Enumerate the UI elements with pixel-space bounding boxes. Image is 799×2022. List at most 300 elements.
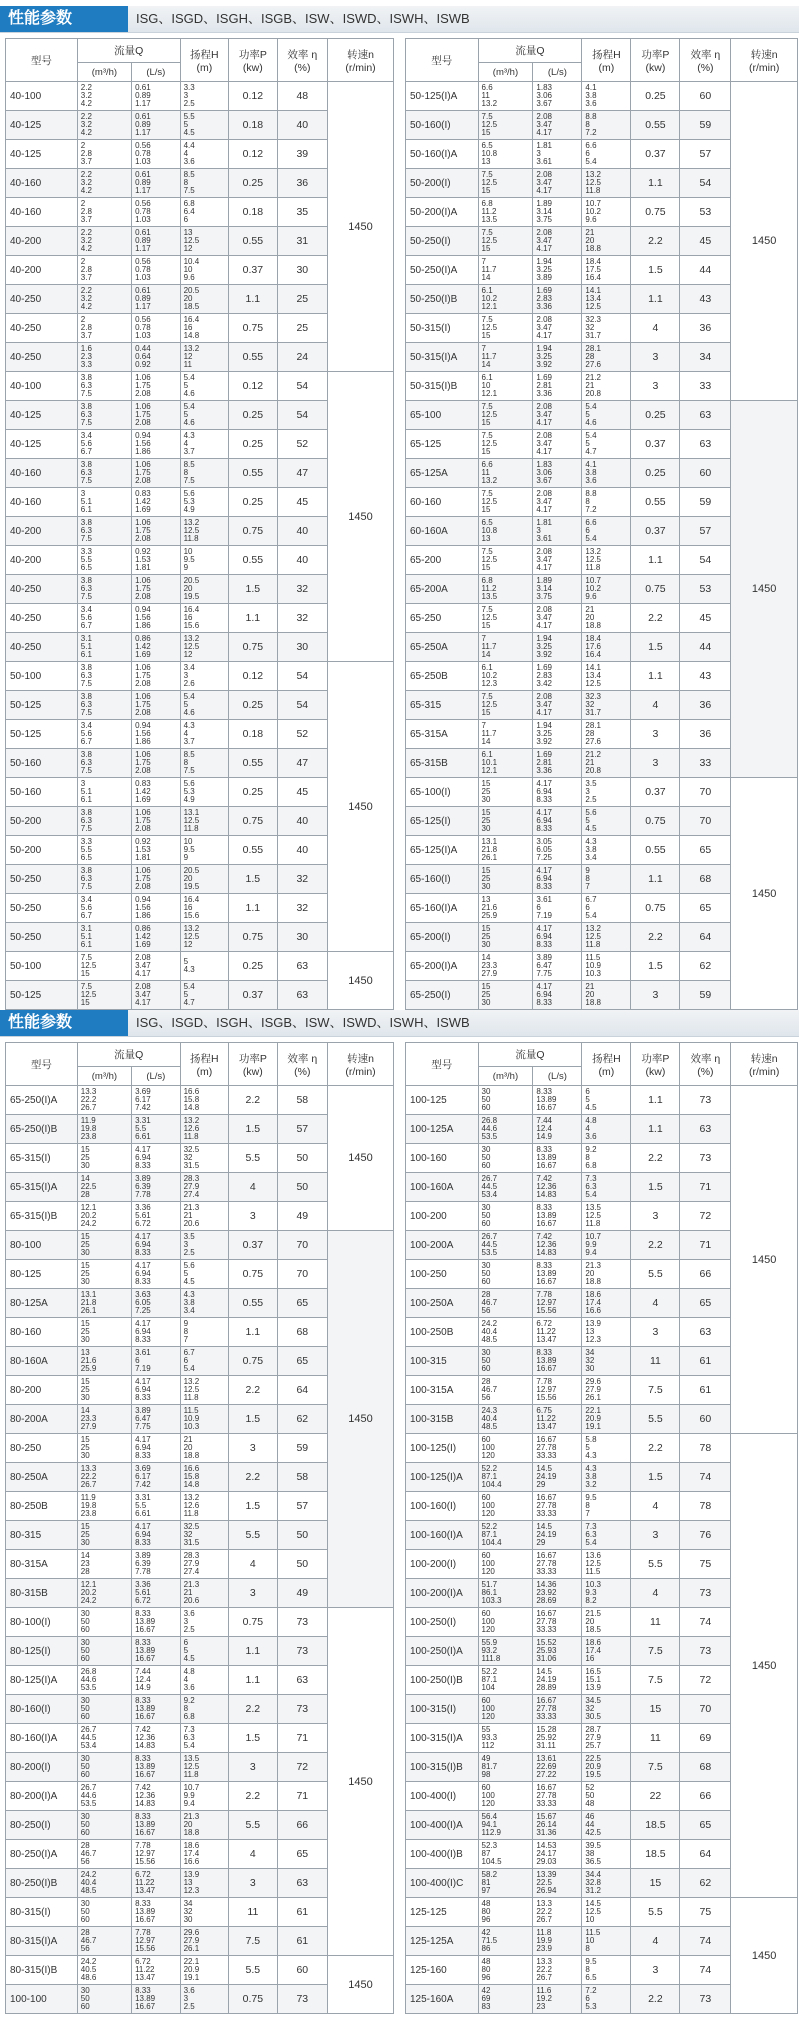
efficiency-cell: 34: [680, 343, 731, 372]
flow-m3h-cell: 42 69 83: [478, 1985, 533, 2014]
power-cell: 11: [631, 1724, 680, 1753]
flow-m3h-cell: 2.2 3.2 4.2: [77, 227, 131, 256]
efficiency-cell: 58: [277, 1086, 327, 1115]
power-cell: 1.5: [631, 256, 680, 285]
head-cell: 4.8 4 3.6: [582, 1115, 631, 1144]
flow-m3h-cell: 24.2 40.4 48.5: [77, 1869, 131, 1898]
speed-cell: 1450: [328, 372, 394, 662]
efficiency-cell: 63: [277, 952, 327, 981]
model-cell: 80-100(I): [6, 1608, 78, 1637]
flow-m3h-cell: 3.4 5.6 6.7: [77, 430, 131, 459]
head-cell: 28.7 27.9 25.7: [582, 1724, 631, 1753]
power-cell: 3: [631, 720, 680, 749]
flow-m3h-cell: 7 11.7 14: [478, 720, 533, 749]
model-cell: 100-250(I)B: [406, 1666, 479, 1695]
power-cell: 3: [631, 749, 680, 778]
flow-ls-cell: 2.08 3.47 4.17: [132, 952, 181, 981]
power-cell: 4: [631, 1289, 680, 1318]
flow-m3h-cell: 2 2.8 3.7: [77, 140, 131, 169]
table-row: [6, 1608, 394, 1637]
model-cell: 80-315A: [6, 1550, 78, 1579]
power-cell: 0.75: [229, 923, 278, 952]
flow-m3h-cell: 30 50 60: [77, 1753, 131, 1782]
efficiency-cell: 63: [277, 1869, 327, 1898]
efficiency-cell: 70: [680, 778, 731, 807]
efficiency-cell: 61: [277, 1927, 327, 1956]
col-flow-ls-header: (L/s): [132, 63, 181, 82]
efficiency-cell: 61: [277, 1898, 327, 1927]
flow-ls-cell: 3.36 5.61 6.72: [132, 1579, 181, 1608]
flow-m3h-cell: 2 2.8 3.7: [77, 256, 131, 285]
model-cell: 100-400(I)A: [406, 1811, 479, 1840]
flow-m3h-cell: 60 100 120: [478, 1782, 533, 1811]
power-cell: 0.25: [229, 691, 278, 720]
model-cell: 40-125: [6, 430, 78, 459]
flow-m3h-cell: 15 25 30: [77, 1231, 131, 1260]
power-cell: 4: [229, 1840, 278, 1869]
model-cell: 65-250: [406, 604, 479, 633]
flow-m3h-cell: 28 46.7 56: [77, 1927, 131, 1956]
head-cell: 4.3 3.8 3.4: [582, 836, 631, 865]
power-cell: 0.55: [631, 488, 680, 517]
efficiency-cell: 44: [680, 633, 731, 662]
model-cell: 80-125: [6, 1260, 78, 1289]
efficiency-cell: 32: [277, 575, 327, 604]
flow-m3h-cell: 15 25 30: [478, 865, 533, 894]
efficiency-cell: 40: [277, 546, 327, 575]
col-flow-ls-header: (L/s): [132, 1067, 181, 1086]
flow-ls-cell: 16.67 27.78 33.33: [533, 1782, 582, 1811]
power-cell: 3: [631, 1956, 680, 1985]
efficiency-cell: 31: [277, 227, 327, 256]
power-cell: 0.37: [631, 778, 680, 807]
flow-m3h-cell: 52.2 87.1 104: [478, 1666, 533, 1695]
head-cell: 18.4 17.6 16.4: [582, 633, 631, 662]
flow-ls-cell: 1.06 1.75 2.08: [132, 807, 181, 836]
flow-m3h-cell: 6.5 10.8 13: [478, 140, 533, 169]
model-cell: 50-125: [6, 691, 78, 720]
head-cell: 13.5 12.5 11.8: [582, 1202, 631, 1231]
col-model-header: 型号: [406, 1043, 479, 1086]
head-cell: 5.4 5 4.6: [180, 401, 229, 430]
head-cell: 6.6 6 5.4: [582, 140, 631, 169]
head-cell: 34 32 30: [180, 1898, 229, 1927]
power-cell: 3: [229, 1434, 278, 1463]
section-bottom: [0, 1010, 799, 2022]
flow-ls-cell: 2.08 3.47 4.17: [533, 401, 582, 430]
head-cell: 18.4 17.5 16.4: [582, 256, 631, 285]
efficiency-cell: 43: [680, 662, 731, 691]
efficiency-cell: 64: [277, 1376, 327, 1405]
flow-ls-cell: 3.69 6.17 7.42: [132, 1463, 181, 1492]
model-cell: 80-315(I): [6, 1898, 78, 1927]
efficiency-cell: 25: [277, 314, 327, 343]
model-cell: 65-315(I)A: [6, 1173, 78, 1202]
flow-m3h-cell: 14 23 28: [77, 1550, 131, 1579]
power-cell: 1.1: [631, 1086, 680, 1115]
flow-ls-cell: 4.17 6.94 8.33: [132, 1318, 181, 1347]
power-cell: 1.1: [631, 662, 680, 691]
efficiency-cell: 63: [680, 1115, 731, 1144]
head-cell: 11.5 10.9 10.3: [180, 1405, 229, 1434]
flow-m3h-cell: 15 25 30: [77, 1144, 131, 1173]
flow-ls-cell: 0.56 0.78 1.03: [132, 314, 181, 343]
flow-m3h-cell: 58.2 81 97: [478, 1869, 533, 1898]
flow-ls-cell: 4.17 6.94 8.33: [132, 1521, 181, 1550]
efficiency-cell: 54: [680, 546, 731, 575]
power-cell: 1.1: [229, 285, 278, 314]
head-cell: 21.3 20 18.8: [180, 1811, 229, 1840]
model-cell: 65-315(I)B: [6, 1202, 78, 1231]
flow-m3h-cell: 3.4 5.6 6.7: [77, 894, 131, 923]
efficiency-cell: 36: [680, 314, 731, 343]
model-cell: 125-125: [406, 1898, 479, 1927]
flow-ls-cell: 8.33 13.89 16.67: [533, 1202, 582, 1231]
power-cell: 1.5: [631, 1463, 680, 1492]
power-cell: 0.75: [229, 633, 278, 662]
efficiency-cell: 73: [277, 1637, 327, 1666]
efficiency-cell: 54: [277, 691, 327, 720]
flow-ls-cell: 0.61 0.89 1.17: [132, 285, 181, 314]
flow-m3h-cell: 60 100 120: [478, 1492, 533, 1521]
flow-ls-cell: 3.61 6 7.19: [132, 1347, 181, 1376]
flow-ls-cell: 16.67 27.78 33.33: [533, 1434, 582, 1463]
power-cell: 3: [229, 1753, 278, 1782]
model-cell: 100-125: [406, 1086, 479, 1115]
efficiency-cell: 54: [277, 372, 327, 401]
model-cell: 65-315: [406, 691, 479, 720]
efficiency-cell: 66: [680, 1782, 731, 1811]
power-cell: 0.75: [631, 198, 680, 227]
power-cell: 0.55: [229, 1289, 278, 1318]
col-head-header: 扬程H (m): [180, 39, 229, 82]
flow-ls-cell: 4.17 6.94 8.33: [132, 1434, 181, 1463]
flow-m3h-cell: 7.5 12.5 15: [478, 401, 533, 430]
section-title: 性能参数: [0, 1010, 128, 1036]
model-cell: 65-200: [406, 546, 479, 575]
flow-ls-cell: 7.42 12.36 14.83: [132, 1782, 181, 1811]
flow-m3h-cell: 30 50 60: [77, 1608, 131, 1637]
flow-ls-cell: 1.06 1.75 2.08: [132, 372, 181, 401]
flow-m3h-cell: 24.2 40.4 48.5: [478, 1318, 533, 1347]
col-head-header: 扬程H (m): [180, 1043, 229, 1086]
model-cell: 50-160: [6, 749, 78, 778]
flow-ls-cell: 8.33 13.89 16.67: [132, 1811, 181, 1840]
model-cell: 65-125: [406, 430, 479, 459]
head-cell: 32.3 32 31.7: [582, 691, 631, 720]
flow-m3h-cell: 30 50 60: [77, 1898, 131, 1927]
flow-m3h-cell: 7.5 12.5 15: [77, 981, 131, 1010]
power-cell: 1.1: [631, 1115, 680, 1144]
col-flow-header: 流量Q: [478, 39, 582, 63]
efficiency-cell: 74: [680, 1956, 731, 1985]
model-cell: 40-250: [6, 633, 78, 662]
power-cell: 15: [631, 1695, 680, 1724]
power-cell: 1.5: [229, 1492, 278, 1521]
flow-ls-cell: 7.78 12.97 15.56: [533, 1289, 582, 1318]
model-cell: 80-200(I)A: [6, 1782, 78, 1811]
efficiency-cell: 50: [277, 1550, 327, 1579]
power-cell: 11: [229, 1898, 278, 1927]
model-cell: 80-250(I)B: [6, 1869, 78, 1898]
flow-m3h-cell: 15 25 30: [478, 981, 533, 1010]
model-cell: 100-400(I)C: [406, 1869, 479, 1898]
power-cell: 1.5: [631, 1173, 680, 1202]
power-cell: 3: [631, 1202, 680, 1231]
model-cell: 80-315: [6, 1521, 78, 1550]
head-cell: 9 8 7: [180, 1318, 229, 1347]
efficiency-cell: 57: [680, 517, 731, 546]
flow-ls-cell: 14.36 23.92 28.69: [533, 1579, 582, 1608]
power-cell: 0.25: [229, 401, 278, 430]
flow-m3h-cell: 3.8 6.3 7.5: [77, 662, 131, 691]
power-cell: 0.25: [631, 401, 680, 430]
model-cell: 100-125(I)A: [406, 1463, 479, 1492]
head-cell: 21.3 20 18.8: [582, 1260, 631, 1289]
power-cell: 0.75: [631, 894, 680, 923]
flow-ls-cell: 2.08 3.47 4.17: [132, 981, 181, 1010]
flow-m3h-cell: 2 2.8 3.7: [77, 314, 131, 343]
flow-m3h-cell: 13 21.6 25.9: [77, 1347, 131, 1376]
flow-ls-cell: 1.89 3.14 3.75: [533, 198, 582, 227]
head-cell: 4.1 3.8 3.6: [582, 82, 631, 111]
flow-ls-cell: 0.86 1.42 1.69: [132, 633, 181, 662]
table-row: [6, 1086, 394, 1115]
model-cell: 40-200: [6, 227, 78, 256]
flow-m3h-cell: 6.6 11 13.2: [478, 459, 533, 488]
table-row: [6, 372, 394, 401]
col-model-header: 型号: [6, 1043, 78, 1086]
model-cell: 50-250(I): [406, 227, 479, 256]
head-cell: 5.8 5 4.3: [582, 1434, 631, 1463]
efficiency-cell: 60: [680, 82, 731, 111]
model-cell: 100-160A: [406, 1173, 479, 1202]
head-cell: 52 50 48: [582, 1782, 631, 1811]
head-cell: 9.2 8 6.8: [582, 1144, 631, 1173]
power-cell: 3: [631, 981, 680, 1010]
section-models: ISG、ISGD、ISGH、ISGB、ISW、ISWD、ISWH、ISWB: [136, 11, 470, 26]
efficiency-cell: 66: [277, 1811, 327, 1840]
model-cell: 50-315(I): [406, 314, 479, 343]
power-cell: 0.25: [631, 82, 680, 111]
head-cell: 14.1 13.4 12.5: [582, 662, 631, 691]
head-cell: 13.9 13 12.3: [582, 1318, 631, 1347]
flow-ls-cell: 11.8 19.9 23.9: [533, 1927, 582, 1956]
flow-m3h-cell: 30 50 60: [478, 1086, 533, 1115]
head-cell: 7.3 6.3 5.4: [582, 1521, 631, 1550]
col-speed-header: 转速n (r/min): [731, 39, 798, 82]
head-cell: 3.5 3 2.5: [582, 778, 631, 807]
model-cell: 50-125(I)A: [406, 82, 479, 111]
power-cell: 0.37: [631, 430, 680, 459]
flow-ls-cell: 8.33 13.89 16.67: [132, 1898, 181, 1927]
efficiency-cell: 54: [277, 401, 327, 430]
power-cell: 2.2: [631, 1434, 680, 1463]
head-cell: 5.4 5 4.6: [582, 401, 631, 430]
head-cell: 16.4 16 15.6: [180, 894, 229, 923]
model-cell: 40-200: [6, 256, 78, 285]
model-cell: 80-200A: [6, 1405, 78, 1434]
power-cell: 3: [631, 343, 680, 372]
efficiency-cell: 64: [680, 1840, 731, 1869]
head-cell: 5.6 5 4.5: [582, 807, 631, 836]
head-cell: 5.4 5 4.7: [180, 981, 229, 1010]
flow-ls-cell: 1.69 2.83 3.42: [533, 662, 582, 691]
efficiency-cell: 63: [680, 430, 731, 459]
power-cell: 5.5: [229, 1521, 278, 1550]
head-cell: 10.7 9.9 9.4: [180, 1782, 229, 1811]
power-cell: 2.2: [631, 604, 680, 633]
model-cell: 80-315B: [6, 1579, 78, 1608]
table-body: [406, 1086, 798, 2014]
power-cell: 0.55: [631, 836, 680, 865]
flow-ls-cell: 2.08 3.47 4.17: [533, 227, 582, 256]
efficiency-cell: 52: [277, 720, 327, 749]
power-cell: 1.1: [631, 285, 680, 314]
flow-m3h-cell: 30 50 60: [478, 1202, 533, 1231]
flow-ls-cell: 15.28 25.92 31.11: [533, 1724, 582, 1753]
efficiency-cell: 32: [277, 865, 327, 894]
power-cell: 7.5: [229, 1927, 278, 1956]
col-flow-header: 流量Q: [77, 1043, 180, 1067]
power-cell: 3: [229, 1579, 278, 1608]
model-cell: 65-125A: [406, 459, 479, 488]
flow-ls-cell: 0.56 0.78 1.03: [132, 198, 181, 227]
flow-ls-cell: 15.52 25.93 31.06: [533, 1637, 582, 1666]
head-cell: 7.2 6 5.3: [582, 1985, 631, 2014]
flow-m3h-cell: 3.4 5.6 6.7: [77, 720, 131, 749]
efficiency-cell: 35: [277, 198, 327, 227]
power-cell: 5.5: [631, 1260, 680, 1289]
flow-m3h-cell: 6.1 10.2 12.3: [478, 662, 533, 691]
efficiency-cell: 45: [680, 604, 731, 633]
model-cell: 80-100: [6, 1231, 78, 1260]
header-row: [6, 1043, 394, 1067]
head-cell: 7.3 6.3 5.4: [180, 1724, 229, 1753]
power-cell: 1.5: [229, 1724, 278, 1753]
power-cell: 5.5: [631, 1898, 680, 1927]
power-cell: 0.75: [229, 1260, 278, 1289]
efficiency-cell: 73: [680, 1637, 731, 1666]
model-cell: 100-315: [406, 1347, 479, 1376]
head-cell: 11.5 10 8: [582, 1927, 631, 1956]
power-cell: 0.18: [229, 198, 278, 227]
model-cell: 50-160(I)A: [406, 140, 479, 169]
section-title: 性能参数: [0, 6, 128, 32]
model-cell: 40-250: [6, 604, 78, 633]
head-cell: 29.6 27.9 26.1: [180, 1927, 229, 1956]
flow-m3h-cell: 60 100 120: [478, 1550, 533, 1579]
col-model-header: 型号: [406, 39, 479, 82]
head-cell: 9.5 8 6.5: [582, 1956, 631, 1985]
model-cell: 40-250: [6, 343, 78, 372]
efficiency-cell: 54: [680, 169, 731, 198]
flow-ls-cell: 1.06 1.75 2.08: [132, 517, 181, 546]
power-cell: 3: [631, 372, 680, 401]
power-cell: 4: [631, 691, 680, 720]
efficiency-cell: 73: [277, 1985, 327, 2014]
model-cell: 65-250A: [406, 633, 479, 662]
head-cell: 13.2 12.5 12: [180, 633, 229, 662]
power-cell: 1.5: [631, 952, 680, 981]
efficiency-cell: 65: [277, 1289, 327, 1318]
flow-m3h-cell: 15 25 30: [77, 1260, 131, 1289]
power-cell: 5.5: [229, 1811, 278, 1840]
power-cell: 0.75: [229, 314, 278, 343]
model-cell: 65-125(I)A: [406, 836, 479, 865]
flow-m3h-cell: 30 50 60: [77, 1811, 131, 1840]
head-cell: 13.6 12.5 11.5: [582, 1550, 631, 1579]
efficiency-cell: 50: [277, 1144, 327, 1173]
power-cell: 1.1: [229, 894, 278, 923]
flow-ls-cell: 0.61 0.89 1.17: [132, 169, 181, 198]
head-cell: 8.8 8 7.2: [582, 111, 631, 140]
flow-m3h-cell: 3.8 6.3 7.5: [77, 865, 131, 894]
head-cell: 32.5 32 31.5: [180, 1144, 229, 1173]
efficiency-cell: 33: [680, 372, 731, 401]
flow-ls-cell: 0.94 1.56 1.86: [132, 894, 181, 923]
flow-m3h-cell: 3 5.1 6.1: [77, 488, 131, 517]
flow-m3h-cell: 2 2.8 3.7: [77, 198, 131, 227]
model-cell: 100-315A: [406, 1376, 479, 1405]
perf-table-1: [5, 38, 394, 1010]
model-cell: 100-250: [406, 1260, 479, 1289]
power-cell: 0.18: [229, 111, 278, 140]
flow-m3h-cell: 3.8 6.3 7.5: [77, 807, 131, 836]
model-cell: 50-250(I)B: [406, 285, 479, 314]
efficiency-cell: 32: [277, 604, 327, 633]
table-row: [6, 662, 394, 691]
flow-ls-cell: 0.61 0.89 1.17: [132, 227, 181, 256]
flow-m3h-cell: 24.2 40.5 48.6: [77, 1956, 131, 1985]
col-flow-ls-header: (L/s): [533, 1067, 582, 1086]
model-cell: 100-250(I)A: [406, 1637, 479, 1666]
head-cell: 16.4 16 15.6: [180, 604, 229, 633]
flow-ls-cell: 1.94 3.25 3.92: [533, 720, 582, 749]
flow-ls-cell: 8.33 13.89 16.67: [132, 1695, 181, 1724]
model-cell: 100-200: [406, 1202, 479, 1231]
power-cell: 0.37: [229, 256, 278, 285]
model-cell: 50-160(I): [406, 111, 479, 140]
head-cell: 13.5 12.5 11.8: [180, 1753, 229, 1782]
model-cell: 65-125(I): [406, 807, 479, 836]
flow-m3h-cell: 12.1 20.2 24.2: [77, 1579, 131, 1608]
col-eff-header: 效率 η (%): [277, 1043, 327, 1086]
efficiency-cell: 75: [680, 1898, 731, 1927]
speed-cell: 1450: [328, 1086, 394, 1231]
power-cell: 0.25: [229, 169, 278, 198]
flow-ls-cell: 1.06 1.75 2.08: [132, 575, 181, 604]
power-cell: 0.55: [229, 546, 278, 575]
model-cell: 100-250(I): [406, 1608, 479, 1637]
flow-ls-cell: 7.42 12.36 14.83: [533, 1173, 582, 1202]
model-cell: 65-250(I)A: [6, 1086, 78, 1115]
table-row: [406, 1086, 798, 1115]
model-cell: 65-200(I)A: [406, 952, 479, 981]
power-cell: 11: [631, 1347, 680, 1376]
flow-m3h-cell: 2.2 3.2 4.2: [77, 111, 131, 140]
efficiency-cell: 69: [680, 1724, 731, 1753]
efficiency-cell: 45: [680, 227, 731, 256]
col-eff-header: 效率 η (%): [680, 39, 731, 82]
efficiency-cell: 62: [680, 1869, 731, 1898]
table-header: [6, 39, 394, 82]
head-cell: 10.3 9.3 8.2: [582, 1579, 631, 1608]
power-cell: 4: [631, 1492, 680, 1521]
model-cell: 40-200: [6, 517, 78, 546]
power-cell: 4: [229, 1173, 278, 1202]
speed-cell: 1450: [328, 1956, 394, 2014]
